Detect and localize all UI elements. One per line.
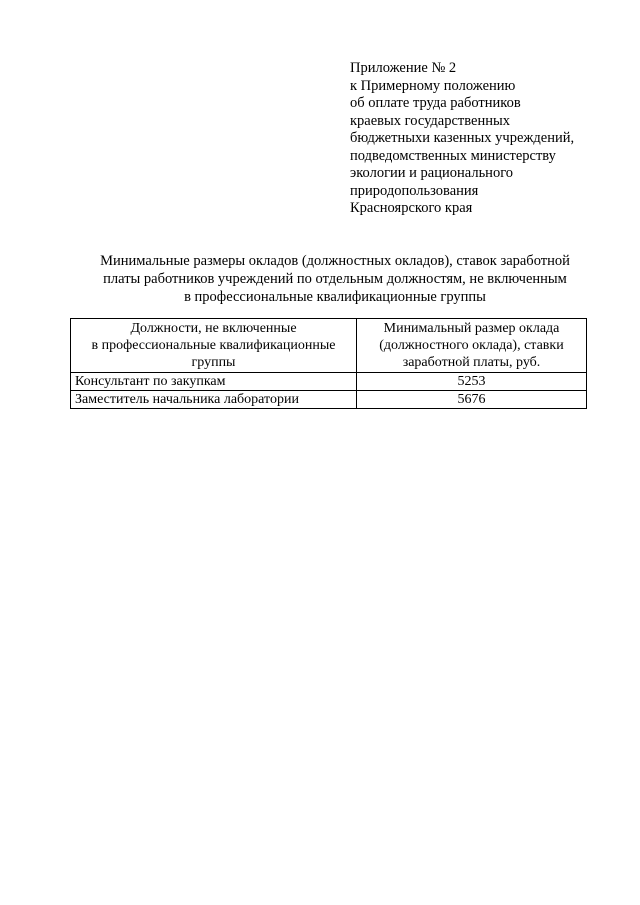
header-line: заработной платы, руб. xyxy=(402,355,541,370)
header-line: группы xyxy=(191,355,236,370)
appendix-line: к Примерному положению xyxy=(350,77,516,94)
salary-cell: 5253 xyxy=(357,373,587,391)
header-line: в профессиональные квалификационные xyxy=(91,338,336,353)
salary-cell: 5676 xyxy=(357,391,587,409)
title-line: платы работников учреждений по отдельным должностям, не включенным xyxy=(103,271,567,287)
table-header-row xyxy=(71,319,587,373)
appendix-heading xyxy=(350,60,574,218)
salary-table xyxy=(70,318,587,409)
header-line: Должности, не включенные xyxy=(130,321,297,336)
header-positions xyxy=(71,319,357,373)
appendix-line: бюджетныхи казенных учреждений, xyxy=(350,130,575,146)
appendix-line: Красноярского края xyxy=(350,200,473,216)
table-row xyxy=(71,373,587,391)
appendix-line: краевых государственных xyxy=(350,112,510,129)
header-line: Минимальный размер оклада xyxy=(383,321,560,336)
title-line: в профессиональные квалификационные группы xyxy=(184,289,486,305)
header-line: (должностного оклада), ставки xyxy=(379,338,564,353)
table-row xyxy=(71,391,587,409)
header-salary xyxy=(357,319,587,373)
appendix-line: подведомственных министерству xyxy=(350,147,556,164)
appendix-line: об оплате труда работников xyxy=(350,95,521,111)
appendix-line: природопользования xyxy=(350,182,479,199)
title-line: Минимальные размеры окладов (должностных окладов), ставок заработной xyxy=(100,253,570,269)
appendix-line: Приложение № 2 xyxy=(350,60,457,76)
document-title xyxy=(70,252,600,306)
position-cell: Заместитель начальника лаборатории xyxy=(71,391,357,409)
position-cell: Консультант по закупкам xyxy=(71,373,357,391)
appendix-line: экологии и рационального xyxy=(350,165,514,181)
